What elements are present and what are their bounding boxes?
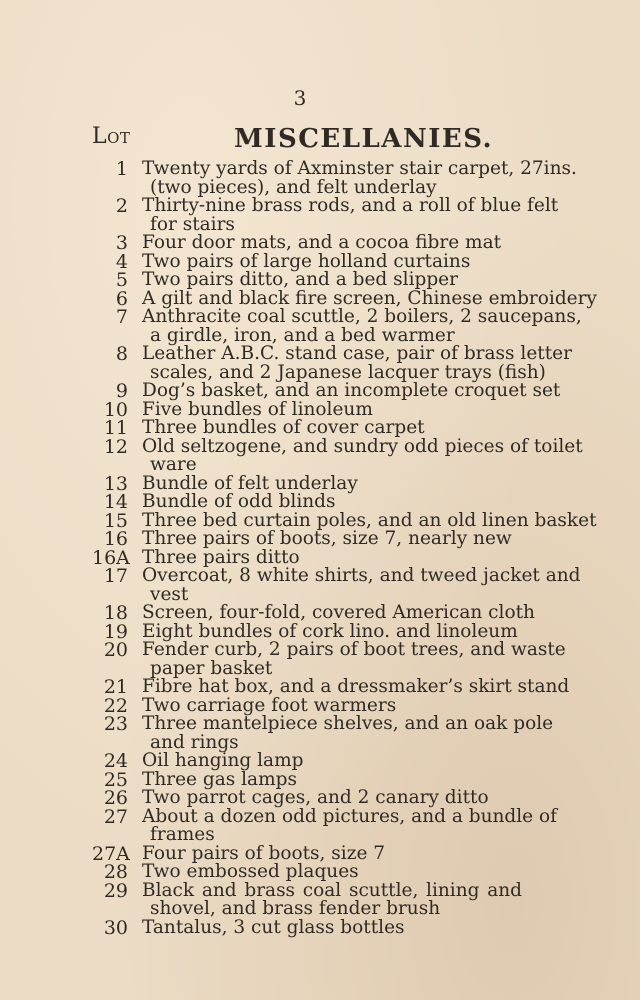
- lot-number: 28: [103, 861, 128, 883]
- lot-description-line: Four pairs of boots, size 7: [142, 842, 386, 864]
- lot-description-line: Fender curb, 2 pairs of boot trees, and waste: [142, 639, 566, 660]
- lot-description-line: Overcoat, 8 white shirts, and tweed jacket and: [142, 565, 581, 586]
- lot-description-line: Tantalus, 3 cut glass bottles: [142, 916, 405, 938]
- lot-description: [142, 863, 522, 882]
- lot-description-line: ware: [150, 454, 197, 475]
- lot-column-header: Lot: [92, 124, 131, 149]
- lot-number: 2: [115, 195, 128, 217]
- lot-number: 13: [103, 472, 128, 495]
- lot-number: 16A: [92, 546, 130, 569]
- lot-number: 18: [103, 602, 128, 624]
- lot-number: 29: [103, 879, 128, 902]
- page-title: MISCELLANIES.: [234, 124, 494, 154]
- lot-item: [0, 604, 640, 623]
- lot-number: 8: [115, 343, 128, 365]
- lot-description-line: Leather A.B.C. stand case, pair of brass letter: [142, 343, 572, 364]
- lot-description: [142, 343, 572, 383]
- lot-description-line: scales, and 2 Japanese lacquer trays (fish): [150, 361, 546, 383]
- lot-description: [142, 530, 522, 549]
- lot-number: 26: [103, 787, 128, 809]
- lot-item: [0, 752, 640, 771]
- lot-item: [0, 678, 640, 697]
- lot-item: [0, 567, 640, 604]
- lot-item: [0, 916, 640, 939]
- lot-item: [0, 879, 640, 919]
- lot-number: 3: [115, 232, 128, 254]
- lot-description-line: Black and brass coal scuttle, lining and: [142, 879, 522, 901]
- lot-description: [142, 713, 554, 753]
- lot-description-line: Bundle of odd blinds: [142, 491, 336, 512]
- lot-item: [0, 160, 640, 197]
- lot-number: 20: [103, 639, 128, 661]
- lot-description-line: and rings: [150, 731, 239, 753]
- lot-description-line: for stairs: [150, 213, 235, 235]
- lot-description-line: Twenty yards of Axminster stair carpet, 27ins.: [142, 158, 577, 179]
- lot-description: [142, 602, 535, 623]
- lot-description: [142, 493, 522, 512]
- lot-description-line: Dog’s basket, and an incomplete croquet set: [142, 380, 561, 401]
- lot-item: [0, 197, 640, 234]
- lot-description-line: Oil hanging lamp: [142, 750, 304, 771]
- lot-description-line: Two embossed plaques: [142, 861, 359, 882]
- lot-description: [142, 419, 522, 438]
- lot-item: [0, 715, 640, 752]
- lot-description: [142, 676, 570, 697]
- lot-description: [142, 158, 577, 198]
- lot-description-line: Old seltzogene, and sundry odd pieces of toilet: [142, 435, 583, 457]
- lot-description-line: Three mantelpiece shelves, and an oak pole: [142, 713, 554, 734]
- lot-description-line: (two pieces), and felt underlay: [150, 176, 437, 198]
- lot-number: 17: [103, 565, 128, 587]
- lot-item: [0, 789, 640, 808]
- lot-description-line: paper basket: [150, 657, 273, 679]
- lot-description-line: Four door mats, and a cocoa fibre mat: [142, 232, 502, 253]
- lot-number: 6: [115, 287, 128, 310]
- lot-number: 27A: [92, 842, 130, 865]
- lot-item: [0, 234, 640, 253]
- lot-description-line: Three pairs ditto: [142, 546, 300, 568]
- lot-description-line: Fibre hat box, and a dressmaker’s skirt stand: [142, 676, 570, 697]
- lot-number: 27: [103, 805, 128, 828]
- page-number: 3: [293, 86, 307, 110]
- lot-description: [142, 789, 522, 808]
- lot-item: [0, 419, 640, 438]
- lot-item: [0, 382, 640, 401]
- lot-number: 19: [103, 620, 128, 643]
- lot-description-line: Five bundles of linoleum: [142, 398, 373, 420]
- lot-description-line: Anthracite coal scuttle, 2 boilers, 2 saucepans,: [142, 306, 582, 327]
- lot-item: [0, 530, 640, 549]
- lot-description-line: vest: [150, 583, 189, 605]
- lot-number: 4: [115, 250, 128, 273]
- lot-description: [142, 565, 581, 605]
- lot-number: 22: [103, 694, 128, 717]
- lot-description-line: shovel, and brass fender brush: [150, 898, 441, 919]
- lot-item: [0, 805, 640, 845]
- lot-description: [142, 879, 522, 919]
- lot-description: [142, 271, 522, 290]
- lot-number: 21: [103, 676, 128, 698]
- lot-description: [142, 435, 583, 475]
- lot-item: [0, 308, 640, 345]
- lot-number: 11: [103, 417, 128, 439]
- lot-number: 16: [103, 528, 128, 550]
- lot-item: [0, 493, 640, 512]
- lot-description-line: Bundle of felt underlay: [142, 472, 358, 494]
- lot-description-line: About a dozen odd pictures, and a bundle of: [142, 805, 557, 827]
- lot-description: [142, 752, 522, 771]
- lot-number: 14: [103, 491, 128, 513]
- lot-number: 12: [103, 435, 128, 458]
- lot-number: 10: [103, 398, 128, 421]
- lot-description-line: Two parrot cages, and 2 canary ditto: [142, 787, 489, 808]
- lot-number: 1: [115, 158, 128, 180]
- lot-description-line: Two carriage foot warmers: [142, 694, 397, 716]
- lot-description-line: Thirty-nine brass rods, and a roll of blue felt: [142, 195, 559, 216]
- lot-description-line: Three bundles of cover carpet: [142, 417, 425, 438]
- lot-item: [0, 435, 640, 475]
- lot-item: [0, 641, 640, 678]
- lot-description-line: Eight bundles of cork lino. and linoleum: [142, 620, 518, 642]
- lot-description: [142, 306, 582, 346]
- lot-description: [142, 380, 561, 401]
- lot-number: 25: [103, 768, 128, 791]
- lot-description-line: a girdle, iron, and a bed warmer: [150, 324, 455, 346]
- lot-description: [142, 234, 522, 253]
- lot-description-line: A gilt and black fire screen, Chinese embroidery: [142, 287, 597, 309]
- lot-number: 15: [103, 509, 128, 532]
- lot-description-line: Two pairs of large holland curtains: [142, 250, 471, 272]
- lot-number: 9: [115, 380, 128, 402]
- lot-number: 7: [115, 306, 128, 328]
- lot-list: [0, 160, 640, 937]
- lot-description-line: Three pairs of boots, size 7, nearly new: [142, 528, 512, 549]
- lot-description-line: Three gas lamps: [142, 768, 297, 790]
- lot-description-line: Screen, four-fold, covered American cloth: [142, 602, 535, 623]
- lot-description: [142, 916, 522, 938]
- lot-item: [0, 863, 640, 882]
- lot-description-line: Two pairs ditto, and a bed slipper: [142, 269, 458, 290]
- lot-number: 30: [103, 916, 128, 939]
- lot-number: 24: [103, 750, 128, 772]
- lot-item: [0, 345, 640, 382]
- lot-description: [142, 639, 566, 679]
- lot-description: [142, 805, 557, 845]
- lot-description: [142, 195, 559, 235]
- lot-description-line: frames: [150, 824, 215, 845]
- lot-number: 23: [103, 713, 128, 735]
- lot-item: [0, 271, 640, 290]
- lot-description-line: Three bed curtain poles, and an old linen basket: [142, 509, 597, 531]
- lot-number: 5: [115, 269, 128, 291]
